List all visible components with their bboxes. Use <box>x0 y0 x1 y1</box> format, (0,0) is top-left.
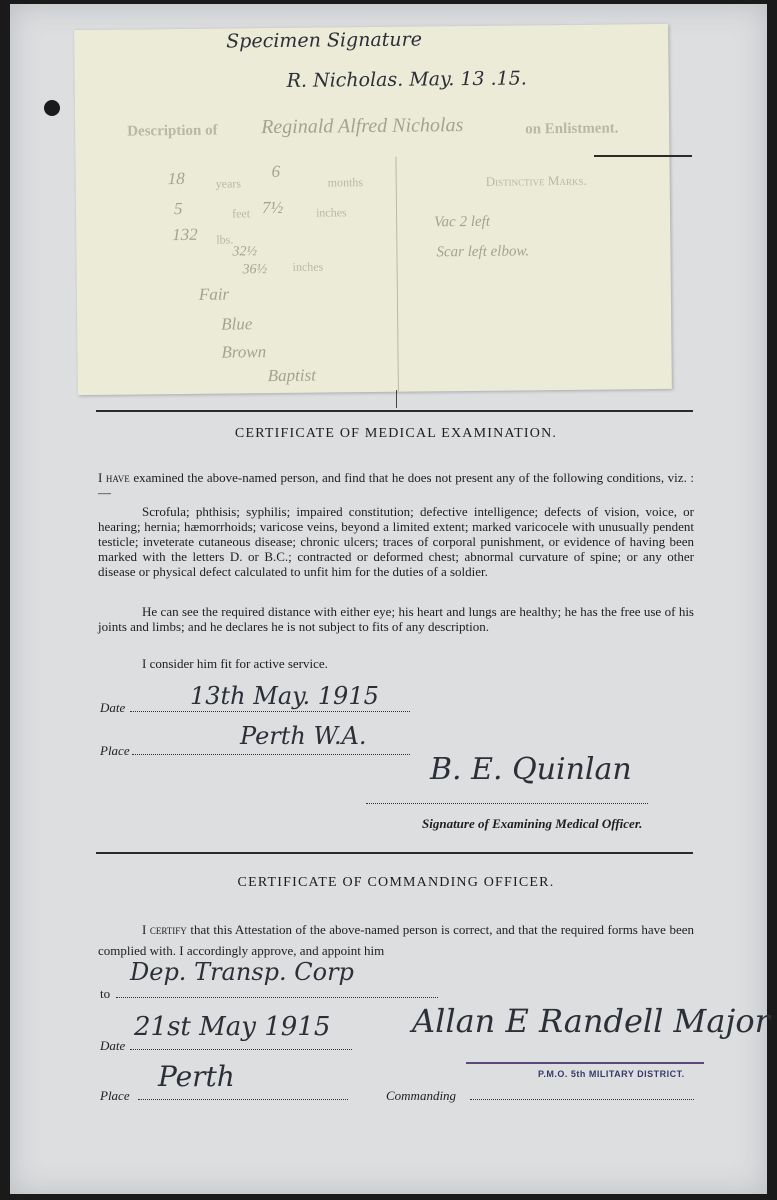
distinctive-marks-line-1: Vac 2 left <box>434 213 491 231</box>
height-inches-unit: inches <box>315 205 347 220</box>
commanding-certify-lead: I certify <box>142 922 187 937</box>
chest-unit: inches <box>292 259 324 274</box>
commanding-date-value: 21st May 1915 <box>134 1012 331 1042</box>
description-rule-right <box>594 155 692 157</box>
slip-column-divider <box>395 157 398 392</box>
medical-place-line <box>132 754 410 755</box>
punch-hole <box>44 100 60 116</box>
chest-min-value: 32½ <box>232 244 258 260</box>
section-rule-commanding <box>96 852 693 854</box>
pmo-stamp: P.M.O. 5th MILITARY DISTRICT. <box>538 1069 685 1079</box>
appoint-to-value: Dep. Transp. Corp <box>130 958 354 986</box>
commanding-certify-text <box>98 919 694 961</box>
religion-value: Baptist <box>267 365 317 386</box>
specimen-signature: R. Nicholas. May. 13 .15. <box>286 67 527 92</box>
medical-signature-line <box>366 803 648 804</box>
medical-conditions-list: Scrofula; phthisis; syphilis; impaired constitution; defective intelligence; defects of vision, voice, or hearing; hernia; hæmorrhoids; varicose veins, beyond a limited extent; marked varicocele with unusually pendent testicle; inveterate cutaneous disease; chronic ulcers; traces of corporal punishment, or evidence of having been marked with the letters D. or B.C.; contracted or deformed chest; abnormal curvature of spine; or any other disease or physical defect calculated to unfit him for the duties of a soldier. <box>98 504 694 579</box>
description-label: Description of <box>127 122 218 140</box>
distinctive-marks-heading: Distinctive Marks. <box>485 172 587 189</box>
commanding-place-value: Perth <box>158 1060 235 1093</box>
medical-date-line <box>130 711 410 712</box>
chest-max-value: 36½ <box>242 262 268 278</box>
eyes-value: Blue <box>221 314 253 334</box>
commanding-certify-body: that this Attestation of the above-named person is correct, and that the required forms have been complied with. I accordingly approve, and appoint him <box>98 922 694 958</box>
pasted-description-slip <box>74 24 672 395</box>
description-name: Reginald Alfred Nicholas <box>261 114 464 139</box>
medical-place-label: Place <box>100 743 130 758</box>
stamp-rule <box>466 1062 704 1064</box>
description-column-stub <box>396 390 397 408</box>
distinctive-marks-line-2: Scar left elbow. <box>436 243 530 261</box>
appoint-to-line <box>116 997 438 998</box>
commanding-date-label: Date <box>100 1038 126 1053</box>
medical-intro <box>98 470 694 500</box>
medical-place-value: Perth W.A. <box>240 722 367 750</box>
medical-eyesight-paragraph: He can see the required distance with either eye; his heart and lungs are healthy; he has the free use of his joints and limbs; and he declares he is not subject to fits of any description. <box>98 604 694 634</box>
commanding-place-label: Place <box>100 1088 130 1103</box>
commanding-date-line <box>130 1049 352 1050</box>
commanding-place-line <box>138 1099 348 1100</box>
height-inches-value: 7½ <box>261 197 284 218</box>
medical-signature-caption: Signature of Examining Medical Officer. <box>422 816 643 831</box>
hair-value: Brown <box>221 342 267 362</box>
commanding-label: Commanding <box>386 1088 457 1103</box>
age-years-unit: years <box>215 176 242 191</box>
age-months-unit: months <box>327 175 364 190</box>
complexion-value: Fair <box>198 284 230 304</box>
specimen-signature-heading: Specimen Signature <box>226 28 423 53</box>
section-rule-medical <box>96 410 693 412</box>
medical-certificate-heading: CERTIFICATE OF MEDICAL EXAMINATION. <box>234 426 558 441</box>
age-months-value: 6 <box>271 161 281 182</box>
medical-officer-signature: B. E. Quinlan <box>430 752 632 787</box>
weight-value: 132 <box>172 224 198 245</box>
medical-intro-text: examined the above-named person, and find that he does not present any of the following conditions, viz. :— <box>98 470 695 500</box>
age-years-value: 18 <box>167 168 185 189</box>
appoint-to-label: to <box>100 986 111 1001</box>
weight-unit: lbs. <box>216 232 234 247</box>
medical-date-value: 13th May. 1915 <box>190 682 379 710</box>
description-suffix: on Enlistment. <box>525 120 619 138</box>
height-feet-unit: feet <box>231 206 251 221</box>
medical-fit-statement: I consider him fit for active service. <box>142 656 328 671</box>
commanding-certificate-heading: CERTIFICATE OF COMMANDING OFFICER. <box>237 875 555 890</box>
height-feet-value: 5 <box>173 198 183 219</box>
commanding-line <box>470 1099 694 1100</box>
commanding-officer-signature: Allan E Randell Major <box>412 1002 770 1040</box>
medical-intro-lead: I have <box>98 470 130 485</box>
medical-date-label: Date <box>100 700 126 715</box>
